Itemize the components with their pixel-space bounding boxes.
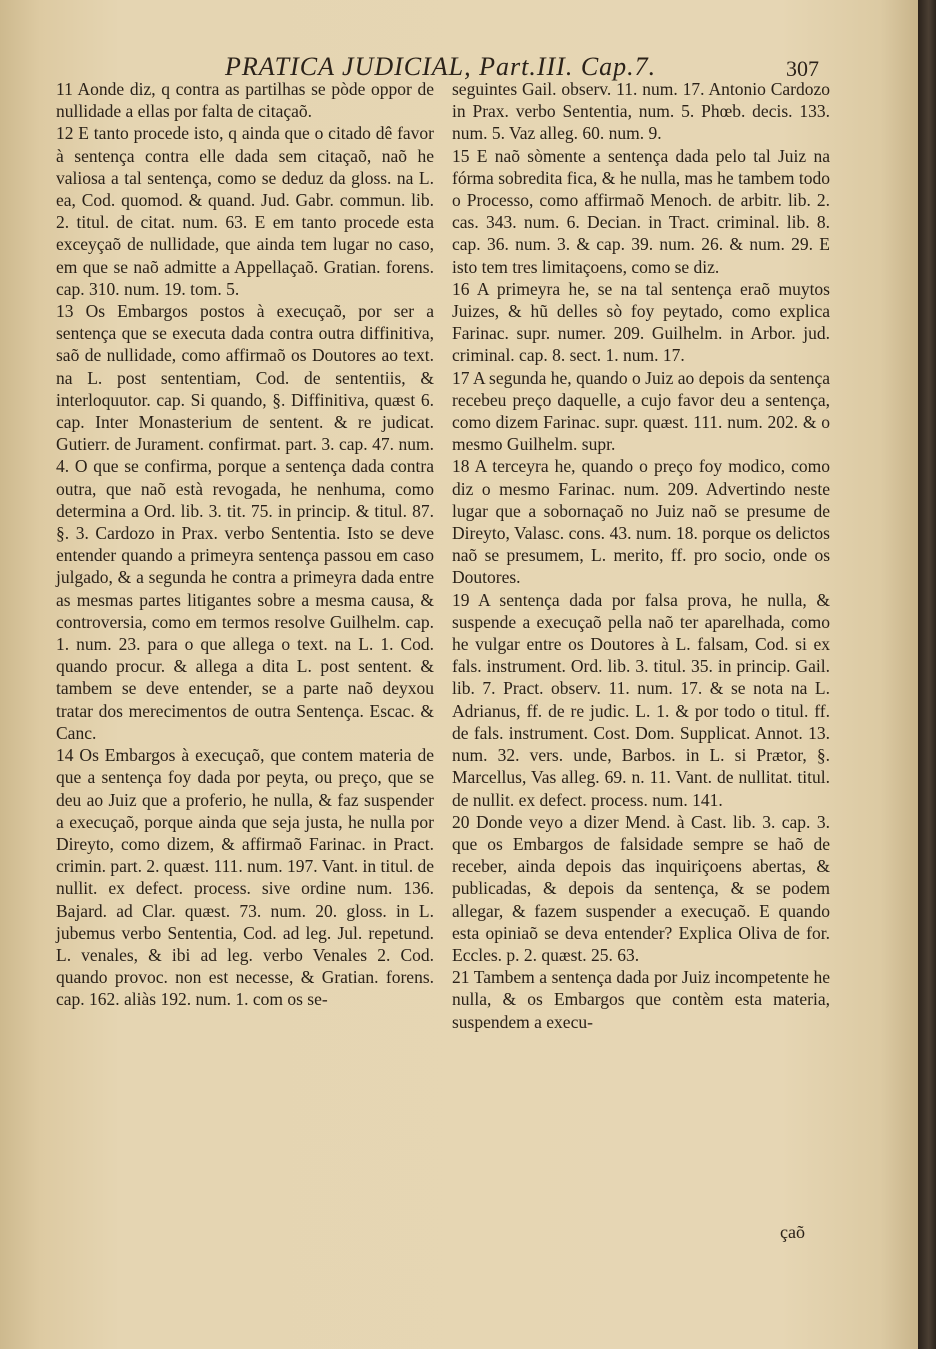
paragraph-16: 16 A primeyra he, se na tal sentença eraõ muytos Juizes, & hũ delles sò foy peytado, como explica Farinac. supr. numer. 209. Guilhelm. in Arbor. jud. criminal. cap. 8. sect. 1. num. 17. <box>452 278 830 366</box>
paragraph-12: 12 E tanto procede isto, q ainda que o citado dê favor à sentença contra elle dada sem citaçaõ, naõ he valiosa a tal sentença, como se deduz da gloss. na L. ea, Cod. quomod. & quand. Jud. Gabr. commun. lib. 2. titul. de citat. num. 63. E em tanto procede esta exceyçaõ de nullidade, que ainda tem lugar no caso, em que se naõ admitte a Appellaçaõ. Gratian. forens. cap. 310. num. 19. tom. 5. <box>56 123 434 299</box>
running-head: PRATICA JUDICIAL, Part.III. Cap.7. <box>225 52 657 81</box>
paragraph-18: 18 A terceyra he, quando o preço foy modico, como diz o mesmo Farinac. num. 209. Advertindo neste lugar que a sobornaçaõ no Juiz naõ se presume de Direyto, Valasc. cons. 43. num. 18. porque os delictos naõ se presumem, L. merito, ff. pro socio, onde os Doutores. <box>452 456 830 588</box>
left-column <box>56 78 434 1011</box>
paragraph-14-continued: seguintes Gail. observ. 11. num. 17. Antonio Cardozo in Prax. verbo Sententia, num. 5. Phœb. decis. 133. num. 5. Vaz alleg. 60. num. 9. <box>452 79 830 144</box>
paragraph-11: 11 Aonde diz, q contra as partilhas se pòde oppor de nullidade a ellas por falta de citaçaõ. <box>56 79 434 122</box>
paragraph-15: 15 E naõ sòmente a sentença dada pelo tal Juiz na fórma sobredita fica, & he nulla, mas he tambem todo o Processo, como affirmaõ Menoch. de arbitr. lib. 2. cas. 343. num. 6. Decian. in Tract. criminal. lib. 8. cap. 36. num. 3. & cap. 39. num. 26. & num. 29. E isto tem tres limitaçoens, como se diz. <box>452 145 830 277</box>
paragraph-14: 14 Os Embargos à execuçaõ, que contem materia de que a sentença foy dada por peyta, ou preço, que se deu ao Juiz que a proferio, he nulla, & faz suspender a execuçaõ, porque ainda que seja justa, he nulla por Direyto, como dizem, & affirmaõ Farinac. in Pract. crimin. part. 2. quæst. 111. num. 197. Vant. in titul. de nullit. ex defect. process. sive ordine num. 136. Bajard. ad Clar. quæst. 73. num. 20. gloss. in L. jubemus verbo Sententia, Cod. ad leg. Jul. repetund. L. venales, & ibi ad leg. verbo Venales 2. Cod. quando provoc. non est necesse, & Gratian. forens. cap. 162. aliàs 192. num. 1. com os se- <box>56 745 435 1010</box>
paragraph-19: 19 A sentença dada por falsa prova, he nulla, & suspende a execuçaõ pella naõ ter aparelhada, como he vulgar entre os Doutores à L. falsam, Cod. si ex fals. instrument. Ord. lib. 3. titul. 35. in princip. Gail. lib. 7. Pract. observ. 11. num. 17. & se nota na L. Adrianus, ff. de re judic. L. 1. & por todo o titul. ff. de fals. instrument. Cost. Dom. Supplicat. Annot. 13. num. 32. vers. unde, Barbos. in L. si Prætor, §. Marcellus, Vas alleg. 69. n. 11. Vant. de nullitat. titul. de nullit. ex defect. process. num. 141. <box>452 589 830 810</box>
paragraph-17: 17 A segunda he, quando o Juiz ao depois da sentença recebeu preço daquelle, a cujo favor deu a sentença, como dizem Farinac. supr. quæst. 111. num. 202. & o mesmo Guilhelm. supr. <box>452 367 830 455</box>
paragraph-20: 20 Donde veyo a dizer Mend. à Cast. lib. 3. cap. 3. que os Embargos de falsidade sempre se haõ de receber, ainda depois das inquiriçoens abertas, & publicadas, & depois da sentença, & se podem allegar, & fazem suspender a execuçaõ. E quando esta opiniaõ se deva entender? Explica Oliva de for. Eccles. p. 2. quæst. 25. 63. <box>452 811 830 965</box>
page-number: 307 <box>786 56 819 81</box>
catchword: çaõ <box>780 1222 805 1242</box>
book-edge <box>918 0 936 1349</box>
right-column <box>452 78 830 1033</box>
paragraph-13: 13 Os Embargos postos à execuçaõ, por ser a sentença que se executa dada contra outra diffinitiva, saõ de nullidade, como affirmaõ os Doutores ao text. na L. post sententiam, Cod. de sententiis, & interloquutor. cap. Si quando, §. Diffinitiva, quæst 6. cap. Inter Monasterium de sentent. & re judicat. Gutierr. de Jurament. confirmat. part. 3. cap. 47. num. 4. O que se confirma, porque a sentença dada contra outra, que naõ està revogada, he nenhuma, como determina a Ord. lib. 3. tit. 75. in princip. & titul. 87. §. 3. Cardozo in Prax. verbo Sententia. Isto se deve entender quando a primeyra sentença passou em caso julgado, & a segunda he contra a primeyra dada entre as mesmas partes litigantes sobre a mesma causa, & controversia, como em termos resolve Guilhelm. cap. 1. num. 23. para o que allega o text. na L. 1. Cod. quando procur. & allega a dita L. post sentent. & tambem se deve entender, se a parte naõ deyxou tratar dos merecimentos de outra Sentença. Escac. & Canc. <box>56 301 434 743</box>
paragraph-21: 21 Tambem a sentença dada por Juiz incompetente he nulla, & os Embargos que contèm esta materia, suspendem a execu- <box>452 967 830 1032</box>
